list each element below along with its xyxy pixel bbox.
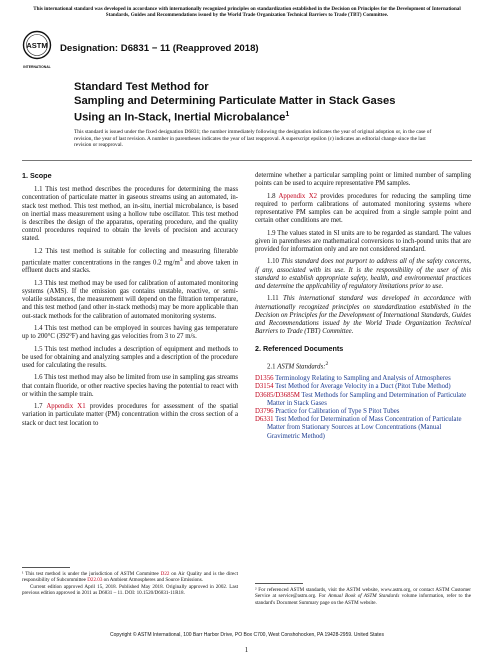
standard-notice: This standard is issued under the fixed designation D6831; the number immediately following the designation indicates the year of original adoption or, in the case of revision, the year of last revision. A number in parentheses indicates the year of last reapproval. A superscript epsilon (ε) indicates an editorial change since the last revision or reapproval. [74, 129, 432, 149]
paragraph-2-1-num: 2.1 [267, 362, 278, 370]
right-column [255, 172, 471, 441]
scope-heading: 1. Scope [22, 171, 52, 180]
paragraph-1-2-tail: and above taken in effluent ducts and stacks. [22, 259, 238, 275]
footnote-2-tail: volume information, refer to the standard's Document Summary page on the ASTM website. [255, 593, 471, 606]
committee-d22-link[interactable]: D22 [160, 571, 170, 577]
footnote-1 [22, 571, 238, 596]
document-title [74, 81, 434, 125]
footnote-divider [22, 567, 70, 568]
paragraph-1-7-text: provides procedures for assessment of the spatial variation in particulate matter (PM) concentration within the cross section of a stack or duct test location to [22, 403, 238, 427]
paragraph-1-11 [255, 295, 471, 336]
paragraph-2-1 [255, 360, 471, 371]
reference-title[interactable]: Practice for Calibration of Type S Pitot Tubes [275, 408, 400, 416]
paragraph-1-10-text: This standard does not purport to address all of the safety concerns, if any, associated with its use. It is the responsibility of the user of this standard to establish appropriate safety, health, and environmental practices and determine the applicability of regulatory limitations prior to use. [255, 258, 472, 290]
paragraph-1-5: 1.5 This test method includes a description of equipment and methods to be used for obtaining and analyzing samples and a description of the procedure used for calculating the results. [22, 345, 238, 370]
paragraph-1-11-num: 1.11 [267, 295, 283, 303]
footnote-2 [255, 587, 471, 606]
paragraph-1-1: 1.1 This test method describes the procedures for determining the mass concentration of particulate matter in gaseous streams using an automated, in-stack test method. This test method, an in-situ, inertial microbalance, is based on inertial mass measurement using a hollow tube oscillator. This test method is describes the design of the apparatus, operating procedure, and the quality control procedures required to obtain the levels of precision and accuracy stated. [22, 186, 238, 243]
reference-item[interactable] [255, 408, 471, 416]
paragraph-1-3: 1.3 This test method may be used for calibration of automated monitoring systems (AMS). If the emission gas contains unstable, reactive, or semi-volatile substances, the measurement will depend on the filtration temperature, and this test method (and other in-stack methods) may be more applicable than out-stack methods for the calibration of automated monitoring systems. [22, 279, 238, 320]
footnote-1-line [22, 571, 238, 584]
reference-item[interactable] [255, 383, 471, 391]
header-divider [22, 160, 472, 161]
reference-item[interactable] [255, 391, 471, 408]
appendix-x1-link[interactable]: Appendix X1 [46, 403, 86, 411]
subcommittee-d22-03-link[interactable]: D22.03 [87, 577, 103, 584]
footnote-1-text-b: on Air Quality and is the direct responsibility of Subcommittee [22, 571, 238, 584]
reference-code[interactable]: D3154 [255, 383, 274, 391]
reference-code[interactable]: D6331 [255, 416, 274, 424]
paragraph-1-2 [22, 248, 238, 276]
superscript: 2 [325, 360, 329, 367]
paragraph-1-8 [255, 193, 471, 226]
reference-code[interactable]: D1356 [255, 375, 274, 383]
reference-item[interactable] [255, 375, 471, 383]
footnote-divider [255, 583, 303, 584]
paragraph-1-4: 1.4 This test method can be employed in sources having gas temperature up to 200°C (392°F) and having gas velocities from 3 to 27 m/s. [22, 325, 238, 341]
svg-text:ASTM: ASTM [26, 41, 48, 50]
paragraph-1-6: 1.6 This test method may also be limited from use in sampling gas streams that contain fluoride, or other reactive species having the potential to react with or within the sample train. [22, 374, 238, 398]
paragraph-1-11-text: This international standard was developed in accordance with internationally recognized principles on standardization established in the Decision on Principles for the Development of International Standards, Guides and Recommendations issued by the World Trade Organization Technical Barriers to Trade (TBT) Committee. [255, 295, 472, 336]
reference-list [255, 375, 471, 441]
paragraph-1-7-cont: determine whether a particular sampling point or limited number of sampling points can be used to acquire representative PM samples. [255, 172, 471, 188]
referenced-documents-heading: 2. Referenced Documents [255, 344, 344, 354]
designation: Designation: D6831 − 11 (Reapproved 2018) [60, 43, 259, 54]
paragraph-1-8-num: 1.8 [267, 192, 279, 200]
reference-code[interactable]: D3796 [255, 408, 274, 416]
title-line-3 [74, 108, 434, 125]
reference-title[interactable]: Test Method for Average Velocity in a Duct (Pitot Tube Method) [275, 383, 451, 391]
reference-title[interactable]: Test Method for Determination of Mass Concentration of Particulate Matter from Stationary Sources at Low Concentrations (Manual Gravimetric Method) [267, 416, 462, 440]
astm-logo [22, 30, 52, 72]
paragraph-1-10-num: 1.10 [267, 258, 282, 266]
title-footnote-mark: 1 [285, 111, 290, 118]
reference-code[interactable]: D3685/D3685M [255, 391, 300, 399]
footnote-1-edition: Current edition approved April 15, 2018. Published May 2018. Originally approved in 2002. Last previous edition approved in 2011 as D6831 – 11. DOI: 10.1520/D6831-11R18. [22, 583, 238, 596]
appendix-x2-link[interactable]: Appendix X2 [278, 192, 318, 200]
paragraph-1-2-text: 1.2 This test method is suitable for collecting and measuring filterable particulate matter concentrations in the ranges 0.2 mg/m [22, 247, 238, 267]
footnote-1-text: ¹ This test method is under the jurisdiction of ASTM Committee [22, 571, 161, 577]
footnote-2-italic: Annual Book of ASTM Standards [328, 593, 400, 600]
paragraph-1-7 [22, 403, 238, 428]
svg-text:INTERNATIONAL: INTERNATIONAL [23, 65, 51, 69]
reference-title[interactable]: Terminology Relating to Sampling and Analysis of Atmospheres [275, 375, 451, 383]
astm-standards-label: ASTM Standards: [277, 362, 326, 370]
title-line-1: Standard Test Method for [74, 81, 209, 93]
footnote-1-text-c: on Ambient Atmospheres and Source Emissions. [102, 577, 203, 584]
title-line-2: Sampling and Determining Particulate Matter in Stack Gases [74, 94, 396, 107]
footnote-2-text: ² For referenced ASTM standards, visit the ASTM website, www.astm.org, or contact ASTM Customer Service at service@astm.org. For [255, 587, 471, 600]
reference-title[interactable]: Test Methods for Sampling and Determination of Particulate Matter in Stack Gases [267, 391, 467, 407]
reference-item[interactable] [255, 416, 471, 441]
page-number: 1 [244, 646, 249, 654]
superscript: 3 [179, 257, 183, 264]
paragraph-1-7-num: 1.7 [34, 403, 47, 411]
tbt-notice: This international standard was developed in accordance with internationally recognized principles on standardization established in the Decision on Principles for the Development of International Standards, Guides and Recommendations issued by the World Trade Organization Technical Barriers to Trade (TBT) Committee. [33, 6, 461, 19]
left-column [22, 172, 238, 432]
paragraph-1-9: 1.9 The values stated in SI units are to be regarded as standard. The values given in parentheses are mathematical conversions to inch-pound units that are provided for information only and are not considered standard. [255, 229, 471, 253]
paragraph-1-10 [255, 258, 471, 291]
copyright-line: Copyright © ASTM International, 100 Barr Harbor Drive, PO Box C700, West Conshohocken, PA 19428-2959. United States [110, 632, 384, 638]
title-line-3-text: Using an In-Stack, Inertial Microbalance [74, 111, 286, 124]
paragraph-1-8-text: provides procedures for reducing the sampling time required to perform calibrations of automated monitoring systems where representative PM samples can be acquired from a single sample point and certain other conditions are met. [255, 192, 471, 225]
